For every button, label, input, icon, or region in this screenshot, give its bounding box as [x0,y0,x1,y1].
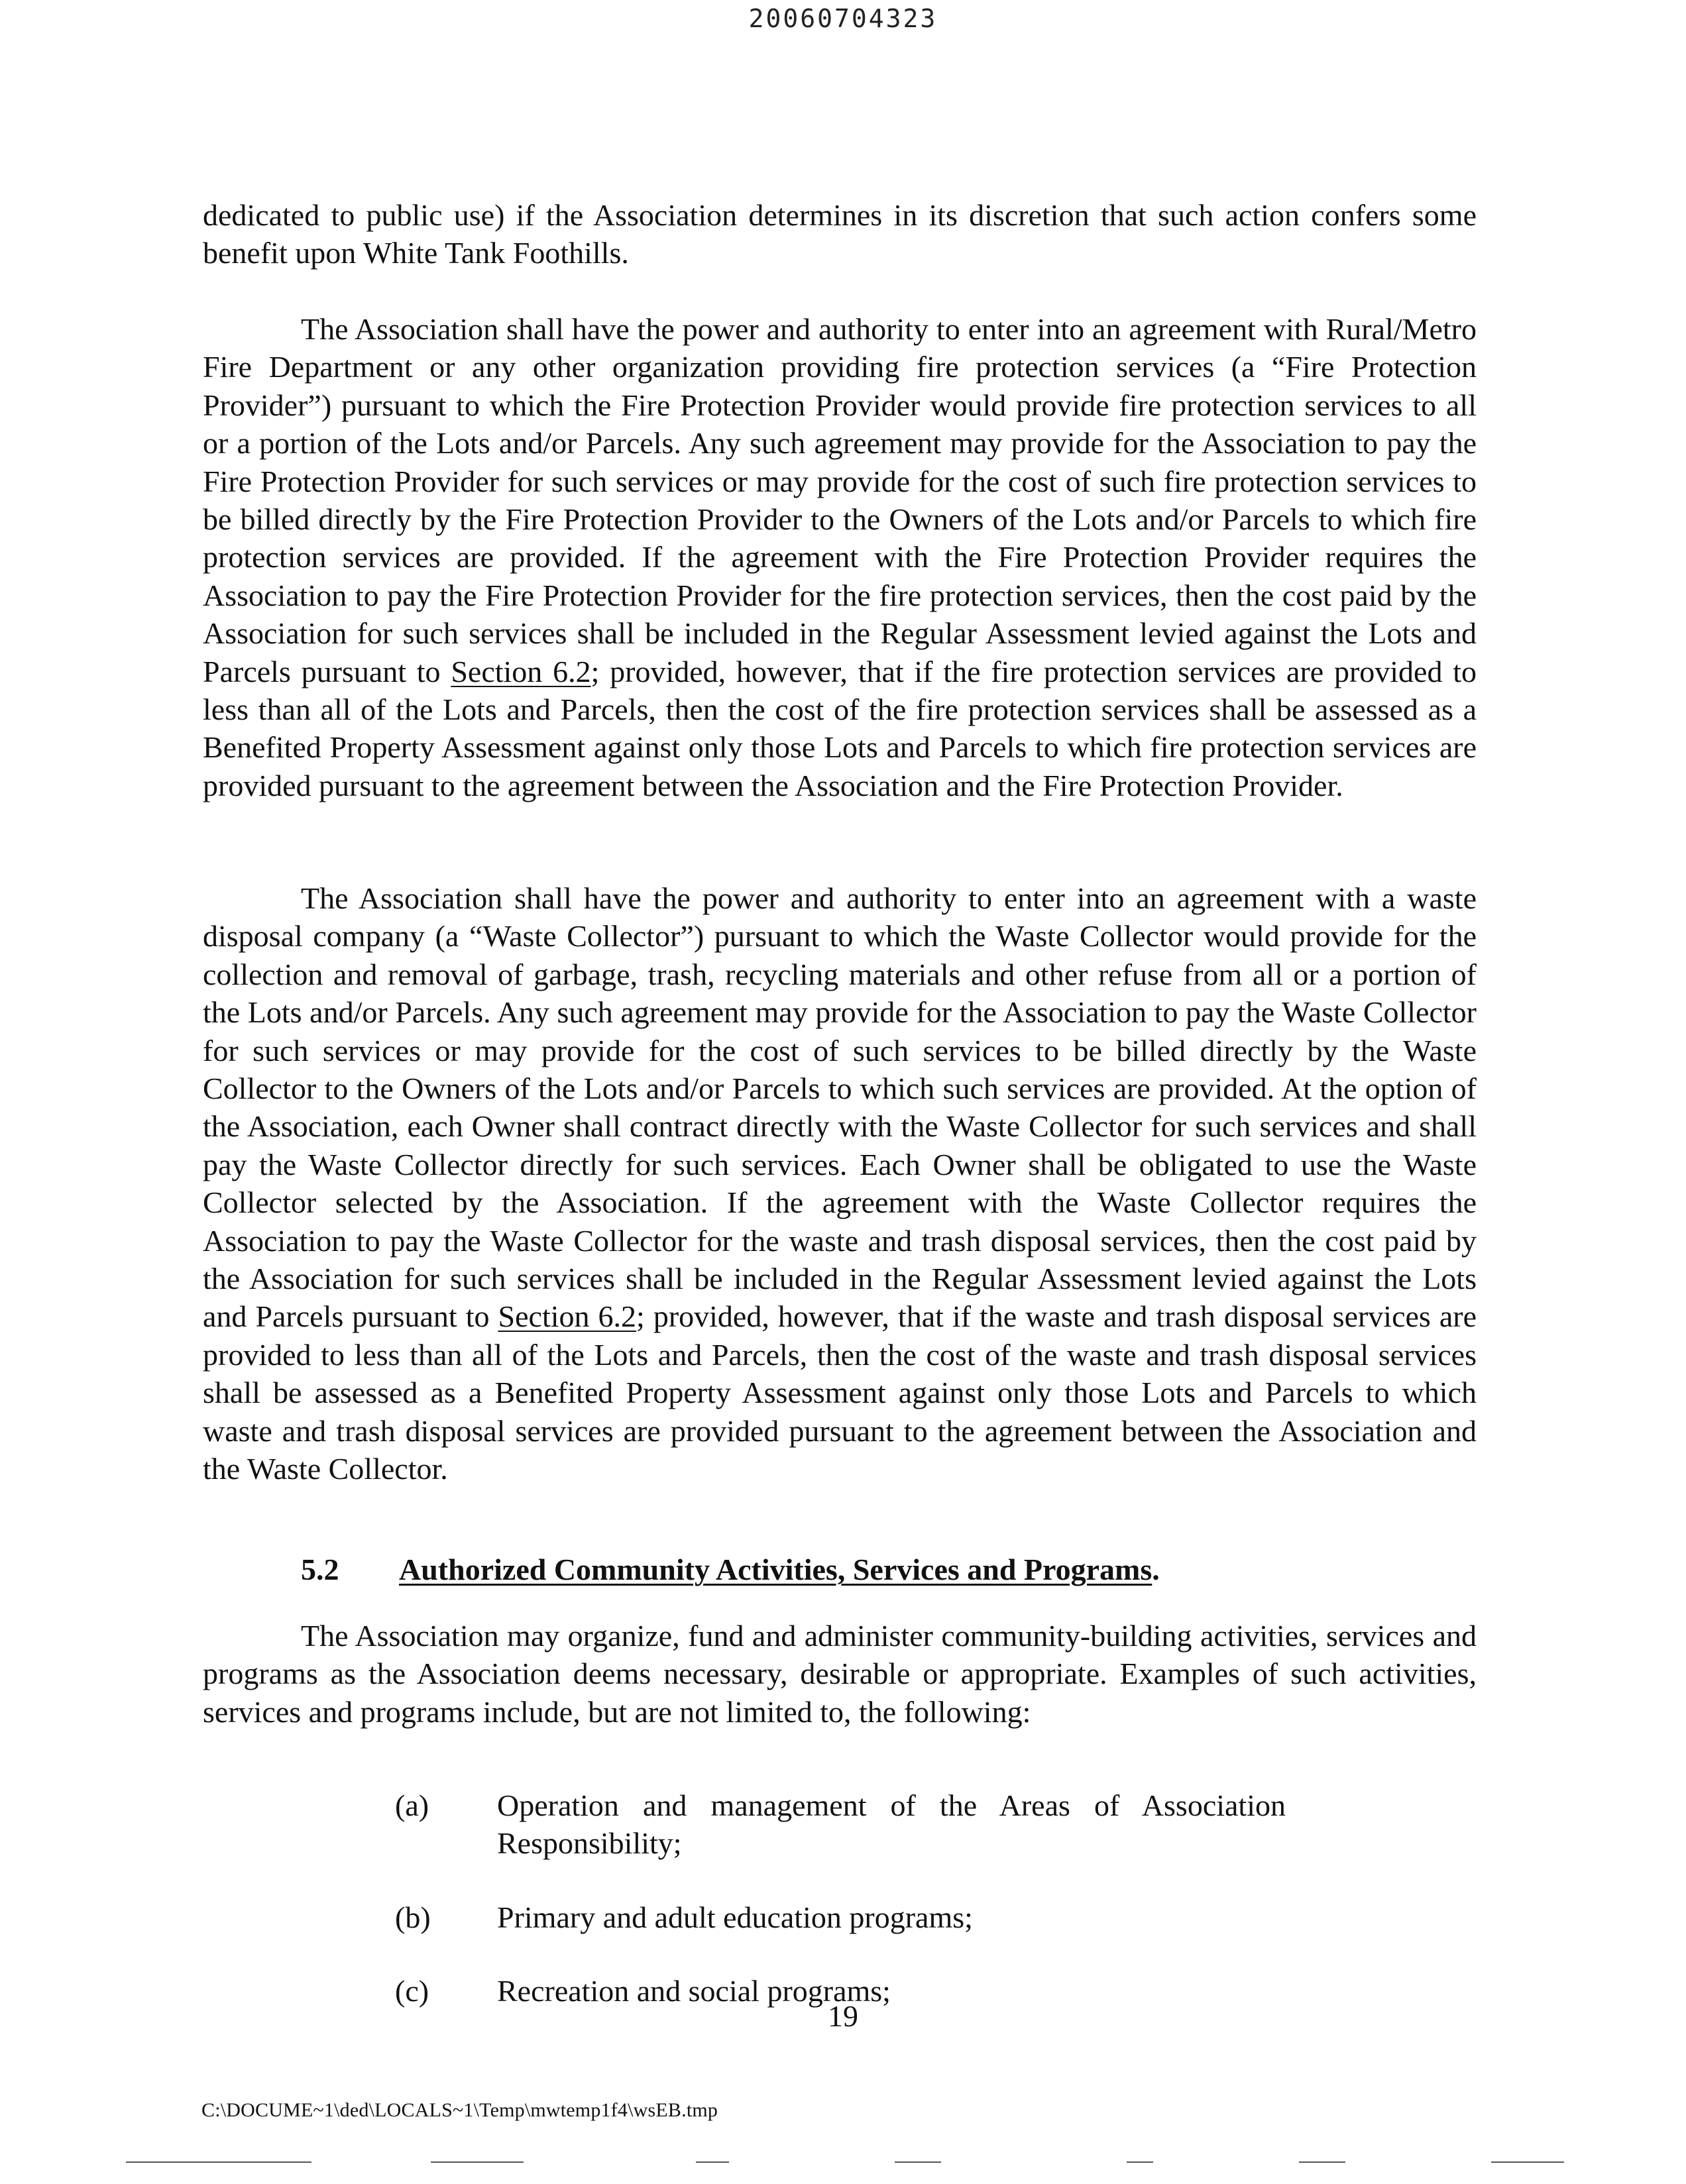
scan-artifact-line [431,2161,524,2163]
scan-artifact-line [895,2161,941,2163]
scan-artifact-line [696,2161,729,2163]
list-marker: (c) [395,1974,429,2008]
paragraph-waste-collector-part2: ; provided, however, that if the waste and trash disposal services are provided to less than all of the Lots and Parcels, then the cost of the waste and trash disposal services shall be assessed as a Benefited Property Assessment against only those Lots and Parcels to which waste and trash disposal services are provided pursuant to the agreement between the Association and the Waste Collector. [203,1299,1477,1486]
scan-artifact-line [1127,2161,1153,2163]
scan-artifact-line [1491,2161,1564,2163]
section-6-2-reference: Section 6.2 [451,654,591,688]
paragraph-continuation: dedicated to public use) if the Association determines in its discretion that such action confers some benefit upon White Tank Foothills. [203,198,1477,270]
section-6-2-reference: Section 6.2 [498,1299,637,1334]
section-title-period: . [1152,1553,1160,1586]
paragraph-fire-protection-part2: ; provided, however, that if the fire protection services are provided to less than all of the Lots and Parcels, then the cost of the fire protection services shall be assessed as a Benefited Property Assessment against only those Lots and Parcels to which fire protection services are provided pursuant to the agreement between the Association and the Fire Protection Provider. [203,654,1477,802]
list-marker: (a) [395,1788,429,1822]
paragraph-waste-collector-part1: The Association shall have the power and authority to enter into an agreement with a waste disposal company (a “Waste Collector”) pursuant to which the Waste Collector would provide for the collection and removal of garbage, trash, recycling materials and other refuse from all or a portion of the Lots and/or Parcels. Any such agreement may provide for the Association to pay the Waste Collector for such services or may provide for the cost of such services to be billed directly by the Waste Collector to the Owners of the Lots and/or Parcels to which such services are provided. At the option of the Association, each Owner shall contract directly with the Waste Collector for such services and shall pay the Waste Collector directly for such services. Each Owner shall be obligated to use the Waste Collector selected by the Association. If the agreement with the Waste Collector requires the Association to pay the Waste Collector for the waste and trash disposal services, then the cost paid by the Association for such services shall be included in the Regular Assessment levied against the Lots and Parcels pursuant to [203,881,1477,1334]
page-number: 19 [828,1999,858,2033]
list-item-text: Primary and adult education programs; [497,1900,973,1934]
list-item-text: Recreation and social programs; [497,1974,891,2008]
scan-artifact-line [126,2161,311,2163]
list-item [395,1786,1323,1863]
file-path: C:\DOCUME~1\ded\LOCALS~1\Temp\mwtemp1f4\wsEB.tmp [201,2099,718,2121]
list-item-text: Operation and management of the Areas of Association Responsibility; [497,1788,1286,1861]
list-marker: (b) [395,1900,431,1934]
list-item [395,1898,1323,1936]
paragraph-fire-protection-part1: The Association shall have the power and authority to enter into an agreement with Rural/Metro Fire Department or any other organization providing fire protection services (a “Fire Protection Provider”) pursuant to which the Fire Protection Provider would provide fire protection services to all or a portion of the Lots and/or Parcels. Any such agreement may provide for the Association to pay the Fire Protection Provider for such services or may provide for the cost of such fire protection services to be billed directly by the Fire Protection Provider to the Owners of the Lots and/or Parcels to which fire protection services are provided. If the agreement with the Fire Protection Provider requires the Association to pay the Fire Protection Provider for the fire protection services, then the cost paid by the Association for such services shall be included in the Regular Assessment levied against the Lots and Parcels pursuant to [203,312,1477,688]
paragraph-waste-collector [203,879,1477,1488]
section-intro: The Association may organize, fund and administer community-building activities, services and programs as the Association deems necessary, desirable or appropriate. Examples of such activities, services and programs include, but are not limited to, the following: [203,1619,1477,1729]
document-number: 20060704323 [748,4,938,33]
section-heading [301,1551,1160,1588]
section-number: 5.2 [301,1553,339,1586]
section-title: Authorized Community Activities, Services and Programs [399,1553,1152,1586]
scan-artifact-line [1299,2161,1345,2163]
paragraph-fire-protection [203,310,1477,804]
